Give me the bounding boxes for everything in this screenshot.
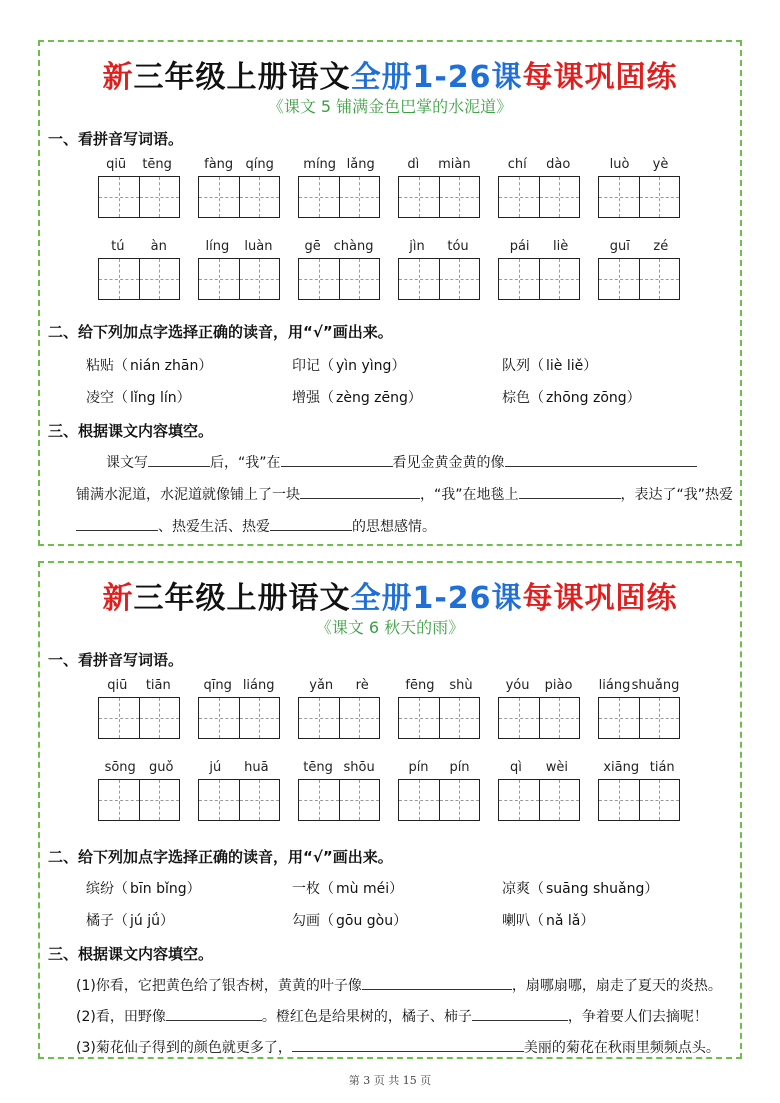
writing-grid	[298, 258, 380, 300]
character-box[interactable]	[239, 698, 280, 738]
writing-grid	[98, 779, 180, 821]
pinyin-word-box	[398, 759, 480, 821]
lesson-subtitle: 《课文 6 秋天的雨》	[315, 618, 465, 637]
writing-grid	[498, 779, 580, 821]
pinyin-word-box	[498, 759, 580, 821]
fill-line: (3)菊花仙子得到的颜色就更多了， 美丽的菊花在秋雨里频频点头。	[76, 1037, 732, 1057]
answer-blank[interactable]	[292, 1037, 524, 1052]
pinyin-word-box	[198, 759, 280, 821]
character-box[interactable]	[339, 698, 380, 738]
section-heading: 一、看拼音写词语。	[48, 130, 184, 148]
lesson6-worksheet	[38, 561, 742, 1059]
character-box[interactable]	[539, 259, 580, 299]
answer-blank[interactable]	[281, 452, 393, 467]
pinyin-label: qì wèi	[509, 760, 569, 775]
pinyin-label: qiū tiān	[107, 678, 171, 693]
character-box[interactable]	[299, 780, 339, 820]
pinyin-word-box	[498, 238, 580, 300]
pinyin-word-box	[398, 677, 480, 739]
answer-blank[interactable]	[362, 975, 512, 990]
fill-line: (2)看，田野像 。橙红色是给果树的，橘子、柿子 ，争着要人们去摘呢！	[76, 1006, 732, 1026]
section-heading: 三、根据课文内容填空。	[48, 945, 214, 963]
answer-blank[interactable]	[148, 452, 210, 467]
character-box[interactable]	[639, 780, 680, 820]
pinyin-word-box	[498, 156, 580, 218]
reading-choice[interactable]: 队列（ liè liě）	[502, 358, 598, 374]
writing-grid	[598, 697, 680, 739]
writing-grid	[498, 697, 580, 739]
writing-grid	[398, 779, 480, 821]
character-box[interactable]	[299, 698, 339, 738]
pinyin-label: qīng liáng	[203, 678, 275, 693]
answer-blank[interactable]	[76, 516, 158, 531]
character-box[interactable]	[399, 177, 439, 217]
writing-grid	[398, 176, 480, 218]
character-box[interactable]	[499, 177, 539, 217]
character-box[interactable]	[239, 780, 280, 820]
character-box[interactable]	[99, 780, 139, 820]
fill-line: (1)你看，它把黄色给了银杏树，黄黄的叶子像 ，扇哪扇哪，扇走了夏天的炎热。	[76, 975, 732, 995]
character-box[interactable]	[599, 698, 639, 738]
character-box[interactable]	[139, 780, 180, 820]
character-box[interactable]	[199, 780, 239, 820]
character-box[interactable]	[199, 698, 239, 738]
reading-choice[interactable]: 喇叭（ nǎ lǎ）	[502, 913, 595, 929]
character-box[interactable]	[499, 259, 539, 299]
character-box[interactable]	[99, 177, 139, 217]
pinyin-word-box	[98, 759, 180, 821]
pinyin-label: tú àn	[111, 239, 167, 254]
character-box[interactable]	[439, 259, 480, 299]
character-box[interactable]	[139, 259, 180, 299]
character-box[interactable]	[439, 780, 480, 820]
pinyin-word-box	[398, 156, 480, 218]
writing-grid	[198, 258, 280, 300]
reading-choice[interactable]: 橘子（ jú jǘ）	[86, 913, 174, 929]
pinyin-word-box	[298, 156, 380, 218]
pinyin-label: pín pín	[408, 760, 470, 775]
pinyin-label: fēng shù	[405, 678, 473, 693]
pinyin-label: míng lǎng	[303, 157, 375, 172]
writing-grid	[398, 258, 480, 300]
pinyin-word-box	[198, 677, 280, 739]
pinyin-label: fàng qíng	[204, 157, 274, 172]
character-box[interactable]	[539, 780, 580, 820]
character-box[interactable]	[599, 259, 639, 299]
pinyin-word-box	[598, 156, 680, 218]
character-box[interactable]	[599, 780, 639, 820]
character-box[interactable]	[139, 698, 180, 738]
pinyin-label: tēng shōu	[303, 760, 375, 775]
writing-grid	[298, 176, 380, 218]
answer-blank[interactable]	[300, 484, 420, 499]
fill-line: 铺满水泥道，水泥道就像铺上了一块 ，“我”在地毯上 ，表达了“我”热爱	[76, 484, 732, 504]
pinyin-label: liáng shuǎng	[598, 678, 680, 693]
character-box[interactable]	[399, 780, 439, 820]
writing-grid	[198, 779, 280, 821]
pinyin-label: jú huā	[209, 760, 269, 775]
character-box[interactable]	[399, 698, 439, 738]
character-box[interactable]	[539, 698, 580, 738]
pinyin-word-box	[498, 677, 580, 739]
pinyin-word-box	[198, 156, 280, 218]
reading-choice[interactable]: 缤纷（ bīn bǐng）	[86, 881, 201, 897]
character-box[interactable]	[639, 698, 680, 738]
pinyin-label: líng luàn	[205, 239, 273, 254]
reading-choice[interactable]: 粘贴（ nián zhān）	[86, 358, 213, 374]
section-heading: 二、给下列加点字选择正确的读音，用“√”画出来。	[48, 848, 393, 866]
fill-line: 、热爱生活、热爱 的思想感情。	[76, 516, 732, 536]
character-box[interactable]	[639, 177, 680, 217]
character-box[interactable]	[139, 177, 180, 217]
worksheet-title: 新三年级上册语文全册1-26课每课巩固练	[102, 581, 678, 616]
pinyin-word-box	[198, 238, 280, 300]
answer-blank[interactable]	[472, 1006, 568, 1021]
writing-grid	[98, 697, 180, 739]
writing-grid	[598, 176, 680, 218]
writing-grid	[598, 258, 680, 300]
pinyin-label: yóu piào	[505, 678, 573, 693]
character-box[interactable]	[439, 177, 480, 217]
writing-grid	[98, 176, 180, 218]
character-box[interactable]	[339, 259, 380, 299]
character-box[interactable]	[499, 780, 539, 820]
character-box[interactable]	[99, 698, 139, 738]
pinyin-label: sōng guǒ	[104, 760, 174, 775]
lesson-subtitle: 《课文 5 铺满金色巴掌的水泥道》	[267, 97, 513, 116]
character-box[interactable]	[239, 177, 280, 217]
reading-choice[interactable]: 勾画（ gōu gòu）	[292, 913, 408, 929]
writing-grid	[398, 697, 480, 739]
character-box[interactable]	[299, 177, 339, 217]
writing-grid	[98, 258, 180, 300]
pinyin-label: jìn tóu	[409, 239, 469, 254]
page-footer: 第 3 页 共 15 页	[348, 1074, 432, 1087]
writing-grid	[598, 779, 680, 821]
fill-line: 课文写 后，“我”在 看见金黄金黄的像	[76, 452, 732, 472]
character-box[interactable]	[339, 780, 380, 820]
pinyin-label: dì miàn	[407, 157, 471, 172]
character-box[interactable]	[339, 177, 380, 217]
pinyin-label: luò yè	[609, 157, 669, 172]
writing-grid	[498, 176, 580, 218]
section-heading: 三、根据课文内容填空。	[48, 422, 214, 440]
section-heading: 一、看拼音写词语。	[48, 651, 184, 669]
reading-choice[interactable]: 凉爽（ suāng shuǎng）	[502, 881, 659, 897]
pinyin-word-box	[98, 677, 180, 739]
pinyin-word-box	[298, 677, 380, 739]
reading-choice[interactable]: 印记（ yìn yìng）	[292, 358, 406, 374]
pinyin-word-box	[298, 238, 380, 300]
writing-grid	[198, 176, 280, 218]
pinyin-label: gē chàng	[304, 239, 374, 254]
pinyin-word-box	[398, 238, 480, 300]
pinyin-word-box	[98, 238, 180, 300]
pinyin-label: chí dào	[507, 157, 571, 172]
pinyin-word-box	[598, 677, 680, 739]
pinyin-label: xiāng tián	[603, 760, 675, 775]
pinyin-label: pái liè	[509, 239, 569, 254]
answer-blank[interactable]	[519, 484, 621, 499]
worksheet-title: 新三年级上册语文全册1-26课每课巩固练	[102, 60, 678, 95]
writing-grid	[198, 697, 280, 739]
reading-choice[interactable]: 棕色（ zhōng zōng）	[502, 390, 641, 406]
reading-choice[interactable]: 凌空（ lǐng lín）	[86, 390, 191, 406]
character-box[interactable]	[99, 259, 139, 299]
answer-blank[interactable]	[505, 452, 697, 467]
pinyin-label: qiū tēng	[106, 157, 172, 172]
writing-grid	[498, 258, 580, 300]
reading-choice[interactable]: 一枚（ mù méi）	[292, 881, 404, 897]
lesson5-worksheet	[38, 40, 742, 546]
character-box[interactable]	[499, 698, 539, 738]
pinyin-label: guī zé	[609, 239, 669, 254]
writing-grid	[298, 779, 380, 821]
pinyin-word-box	[98, 156, 180, 218]
writing-grid	[298, 697, 380, 739]
answer-blank[interactable]	[270, 516, 352, 531]
character-box[interactable]	[399, 259, 439, 299]
pinyin-word-box	[298, 759, 380, 821]
character-box[interactable]	[299, 259, 339, 299]
pinyin-label: yǎn rè	[309, 678, 369, 693]
character-box[interactable]	[539, 177, 580, 217]
pinyin-word-box	[598, 238, 680, 300]
character-box[interactable]	[239, 259, 280, 299]
section-heading: 二、给下列加点字选择正确的读音，用“√”画出来。	[48, 323, 393, 341]
character-box[interactable]	[439, 698, 480, 738]
reading-choice[interactable]: 增强（ zèng zēng）	[292, 390, 422, 406]
pinyin-word-box	[598, 759, 680, 821]
character-box[interactable]	[199, 177, 239, 217]
answer-blank[interactable]	[166, 1006, 262, 1021]
character-box[interactable]	[639, 259, 680, 299]
character-box[interactable]	[599, 177, 639, 217]
character-box[interactable]	[199, 259, 239, 299]
